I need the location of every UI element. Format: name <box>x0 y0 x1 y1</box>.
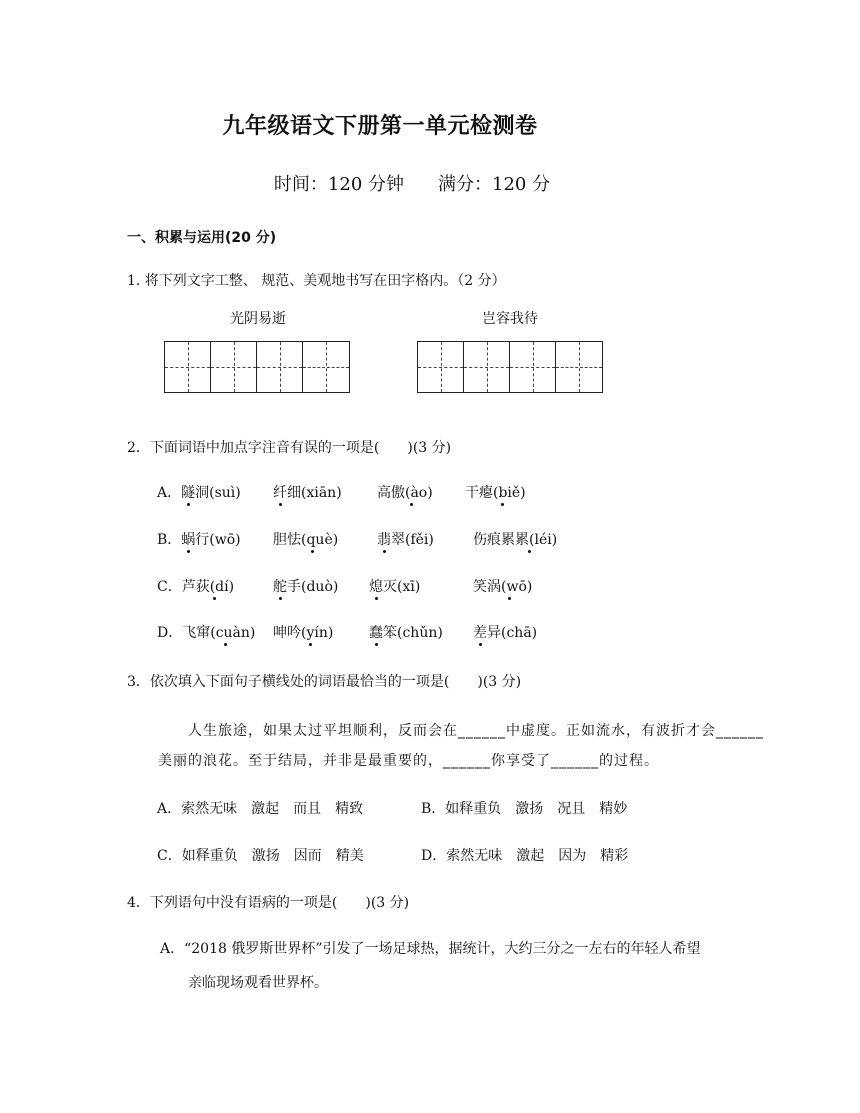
grid-cell[interactable] <box>418 342 464 392</box>
q3-option-d[interactable]: D．索然无味 激起 因为 精彩 <box>421 848 629 864</box>
grid-cell[interactable] <box>165 342 211 392</box>
exam-info <box>0 170 824 196</box>
grid-cell[interactable] <box>257 342 303 392</box>
time-label: 时间：120 分钟 <box>273 174 404 195</box>
grid-cell[interactable] <box>556 342 602 392</box>
question-4-stem: 4．下列语句中没有语病的一项是( )(3 分) <box>127 895 410 911</box>
q3-option-a[interactable]: A．索然无味 激起 而且 精致 <box>157 801 364 817</box>
q4-option-a-line-2: 亲临现场观看世界杯。 <box>188 975 328 991</box>
question-3-stem: 3．依次填入下面句子横线处的词语最恰当的一项是( )(3 分) <box>127 674 522 690</box>
grid-cell[interactable] <box>303 342 349 392</box>
grid-cell[interactable] <box>211 342 257 392</box>
q2-option-d[interactable]: D．飞窜(cuàn) 呻吟(yín) 蠢笨(chǔn) 差异(chā) <box>157 622 537 642</box>
q3-option-c[interactable]: C．如释重负 激扬 因而 精美 <box>157 848 364 864</box>
q2-option-c[interactable]: C．芦荻(dí) 舵手(duò) 熄灭(xī) 笑涡(wō) <box>157 576 532 596</box>
score-label: 满分：120 分 <box>438 174 551 195</box>
section-heading: 一、积累与运用(20 分) <box>127 230 277 246</box>
q3-passage-line-2: 美丽的浪花。至于结局，并非是最重要的，______你享受了______的过程。 <box>158 753 659 769</box>
q3-passage-line-1: 人生旅途，如果太过平坦顺利，反而会在______中虚度。正如流水，有波折才会______ <box>188 723 764 739</box>
q4-option-a-line-1[interactable]: A．“2018 俄罗斯世界杯”引发了一场足球热，据统计，大约三分之一左右的年轻人希望 <box>160 941 701 957</box>
writing-grid-left[interactable] <box>164 341 350 393</box>
phrase-right: 岂容我待 <box>482 311 538 327</box>
document-title: 九年级语文下册第一单元检测卷 <box>222 114 538 139</box>
q3-option-b[interactable]: B．如释重负 激扬 况且 精妙 <box>421 801 628 817</box>
q2-option-b[interactable]: B．蜗行(wō) 胆怯(què) 翡翠(fěi) 伤痕累累(léi) <box>157 529 557 549</box>
phrase-left: 光阴易逝 <box>230 311 286 327</box>
question-1-stem: 1. 将下列文字工整、 规范、美观地书写在田字格内。（2 分） <box>127 273 506 289</box>
grid-cell[interactable] <box>464 342 510 392</box>
q2-option-a[interactable]: A．隧洞(suì) 纤细(xiān) 高傲(ào) 干瘪(biě) <box>157 482 526 502</box>
question-2-stem: 2．下面词语中加点字注音有误的一项是( )(3 分) <box>127 440 452 456</box>
grid-cell[interactable] <box>510 342 556 392</box>
writing-grid-right[interactable] <box>417 341 603 393</box>
